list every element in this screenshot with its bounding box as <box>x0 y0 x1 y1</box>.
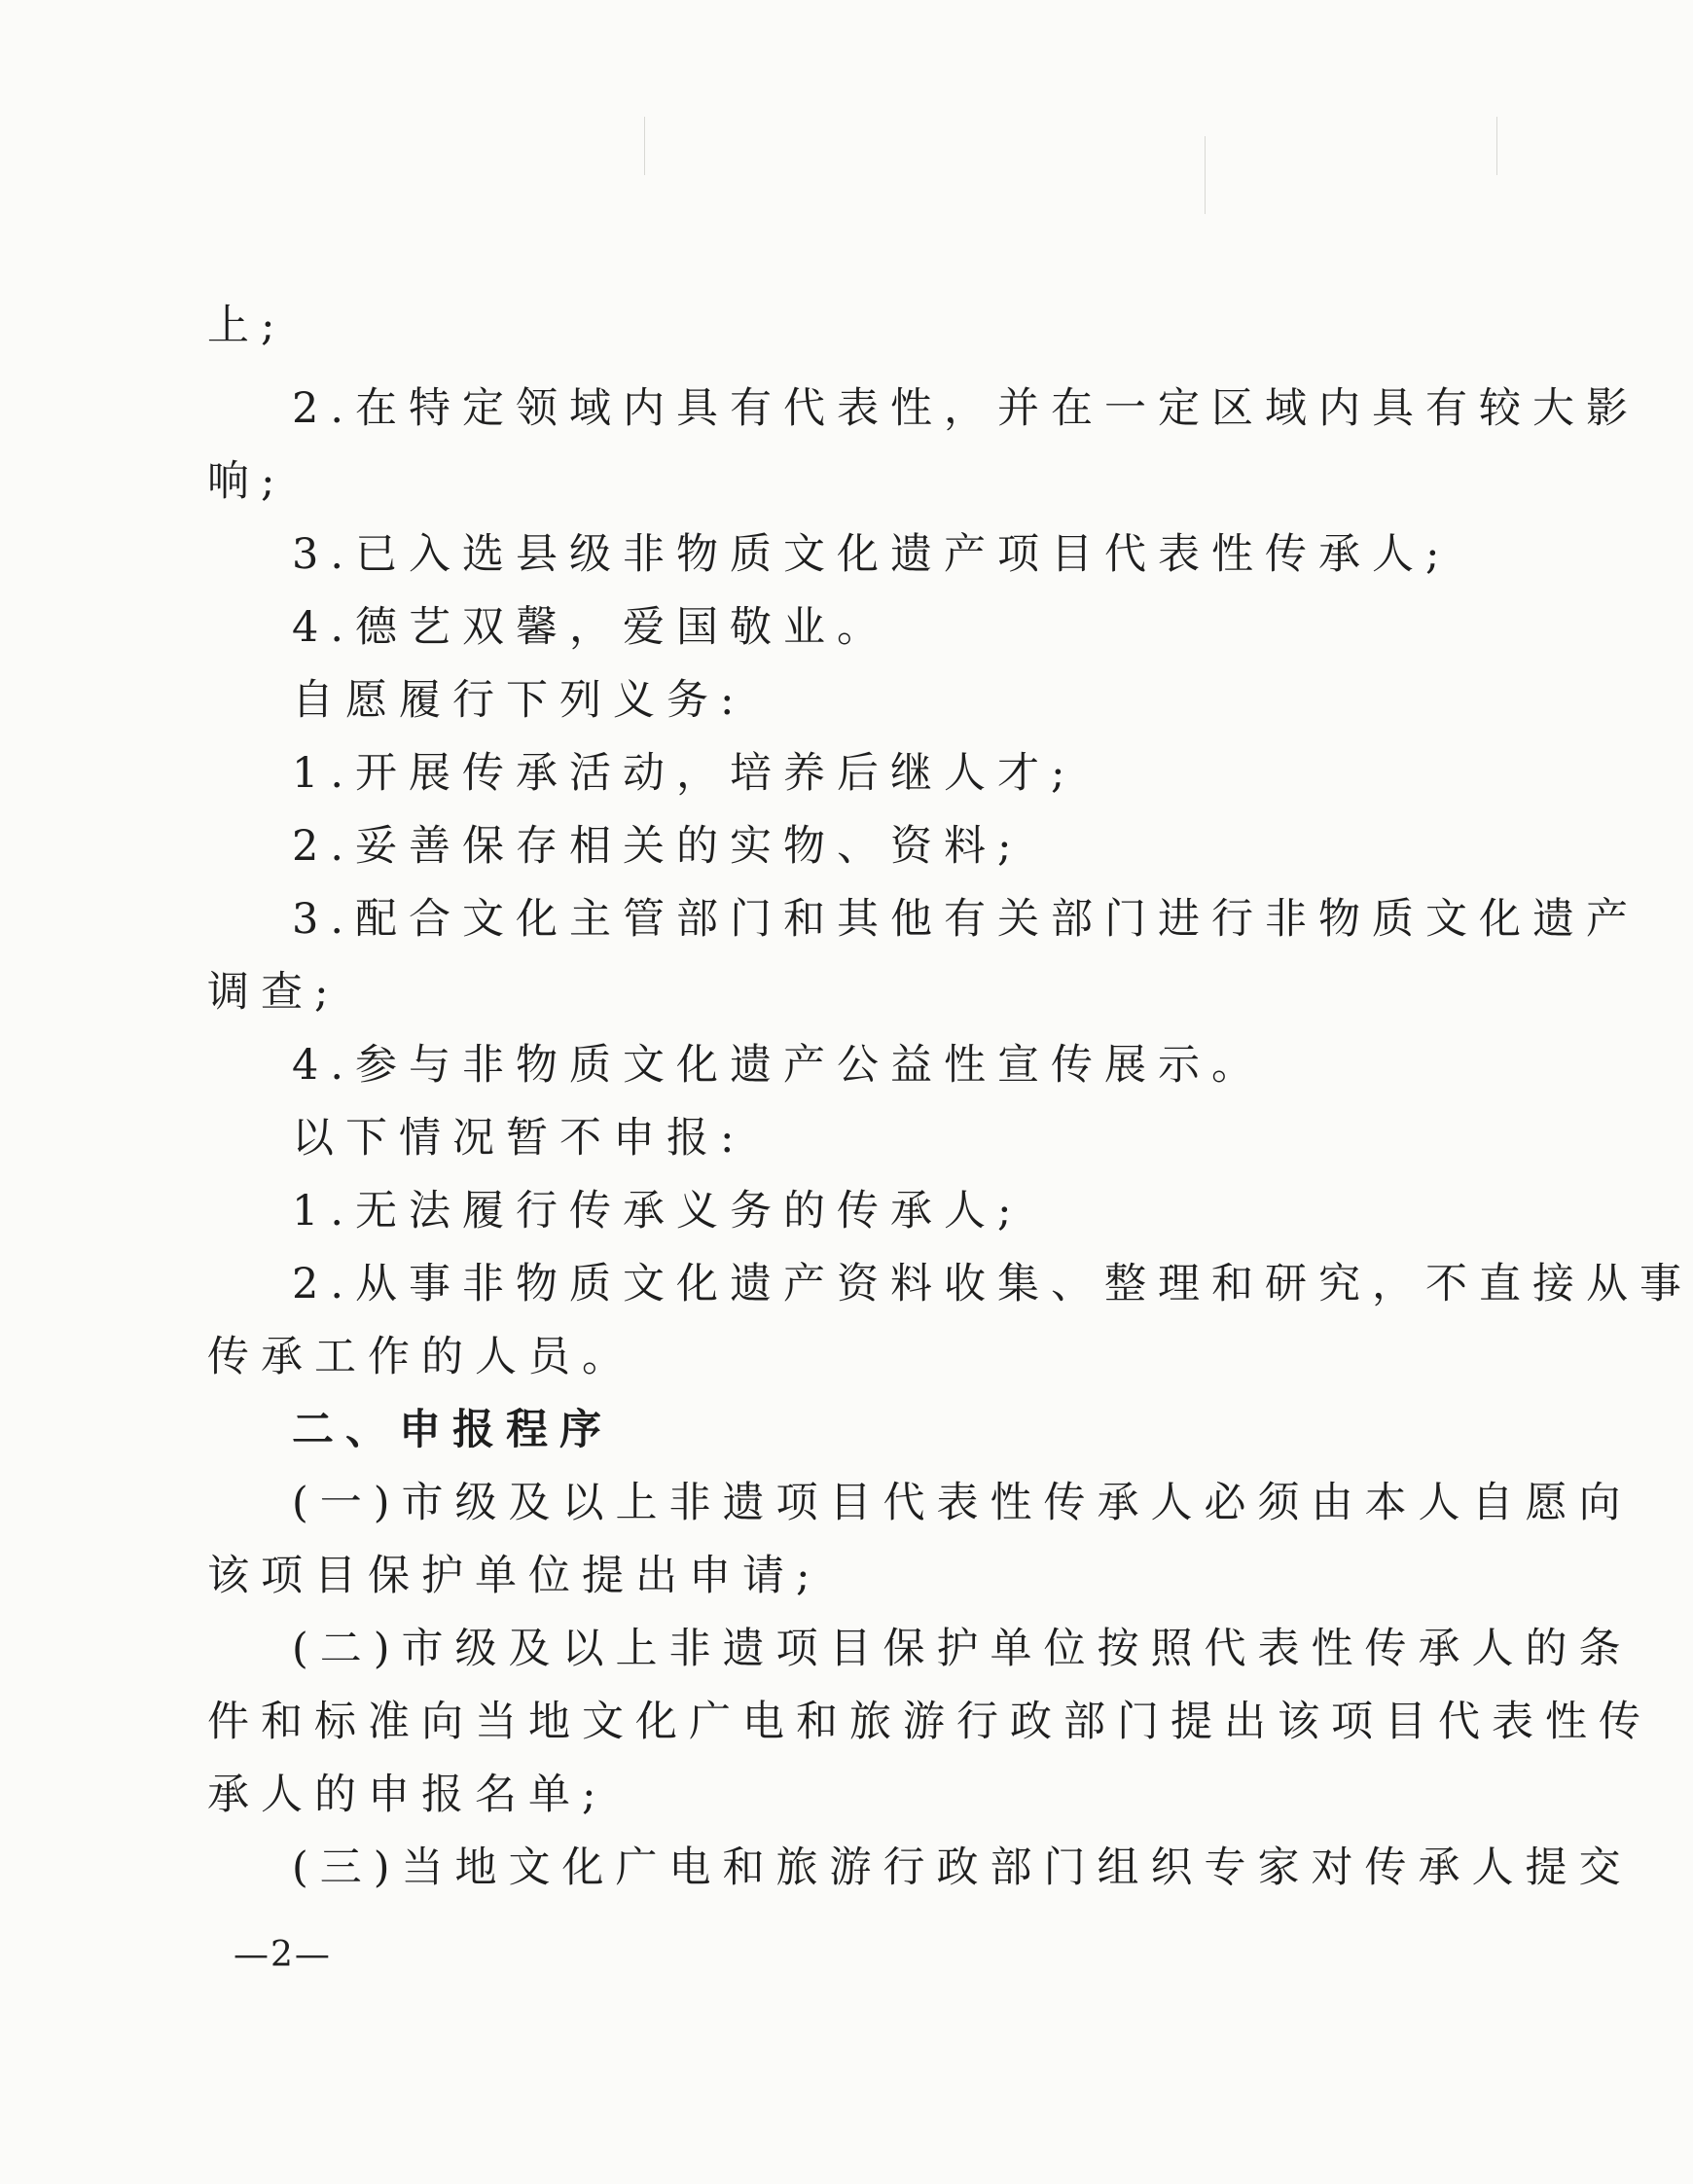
text-line: 承人的申报名单; <box>207 1771 608 1819</box>
text-line: 3.已入选县级非物质文化遗产项目代表性传承人; <box>292 530 1452 579</box>
text-line: 件和标准向当地文化广电和旅游行政部门提出该项目代表性传 <box>207 1698 1652 1746</box>
text-line: (三)当地文化广电和旅游行政部门组织专家对传承人提交 <box>292 1844 1633 1892</box>
text-line: 2.在特定领域内具有代表性，并在一定区域内具有较大影 <box>292 384 1640 433</box>
text-line: 调查; <box>207 968 341 1017</box>
text-line: 3.配合文化主管部门和其他有关部门进行非物质文化遗产 <box>292 895 1640 944</box>
text-line: 以下情况暂不申报: <box>292 1114 746 1163</box>
text-line: 4.参与非物质文化遗产公益性宣传展示。 <box>292 1041 1266 1090</box>
section-heading: 二、申报程序 <box>292 1406 613 1454</box>
text-line: 传承工作的人员。 <box>207 1333 635 1381</box>
page-number: —2— <box>234 1935 332 1975</box>
scan-artifact <box>1496 117 1497 175</box>
scan-artifact <box>644 117 645 175</box>
text-line: 响; <box>207 457 287 506</box>
text-line: 该项目保护单位提出申请; <box>207 1552 822 1600</box>
text-line: 1.开展传承活动，培养后继人才; <box>292 749 1077 798</box>
text-line: 2.妥善保存相关的实物、资料; <box>292 822 1024 871</box>
text-line: 1.无法履行传承义务的传承人; <box>292 1187 1024 1235</box>
text-line: 上; <box>207 302 287 350</box>
text-line: 4.德艺双馨，爱国敬业。 <box>292 603 891 652</box>
text-line: 自愿履行下列义务: <box>292 676 746 725</box>
text-line: (一)市级及以上非遗项目代表性传承人必须由本人自愿向 <box>292 1479 1633 1527</box>
scan-artifact <box>1205 136 1206 214</box>
text-line: 2.从事非物质文化遗产资料收集、整理和研究，不直接从事 <box>292 1260 1693 1308</box>
text-line: (二)市级及以上非遗项目保护单位按照代表性传承人的条 <box>292 1625 1633 1673</box>
